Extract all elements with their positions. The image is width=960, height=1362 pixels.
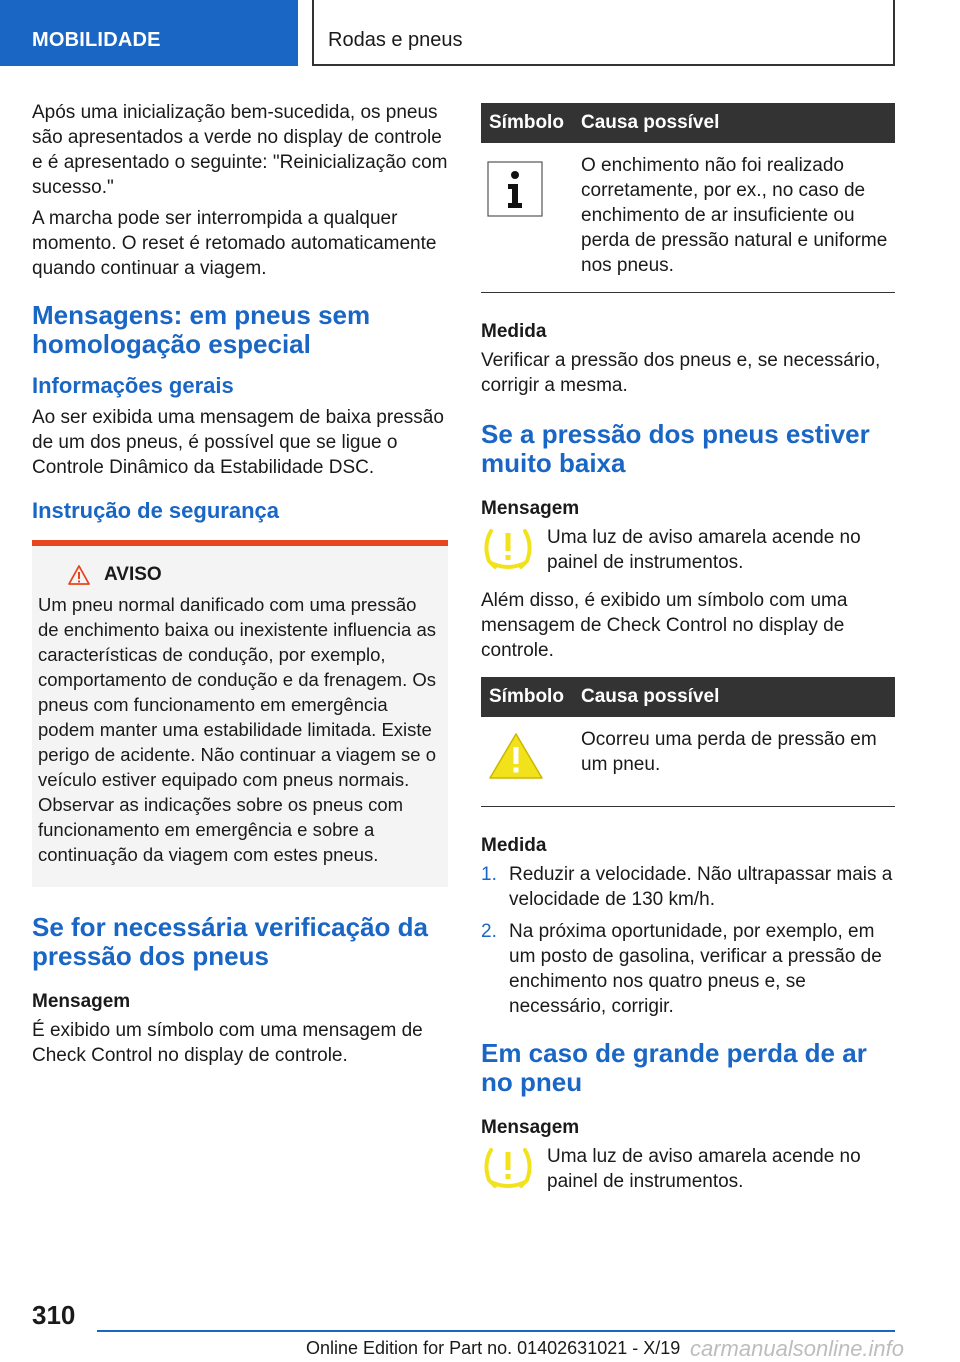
check-paragraph: É exibido um símbolo com uma mensagem de Check Control no display de controle. [32, 1020, 423, 1066]
general-paragraph: Ao ser exibida uma mensagem de baixa pressão de um dos pneus, é possível que se ligue o Controle Dinâmico da Estabilidade DSC. [32, 407, 444, 478]
table1-header-cause: Causa possível [567, 103, 895, 143]
list-item: 1. Reduzir a velocidade. Não ultrapassar mais a velocidade de 130 km/h. [481, 864, 893, 910]
table-row [481, 717, 895, 807]
intro-paragraph-2: A marcha pode ser interrompida a qualquer momento. O reset é retomado automaticamente quando continuar a viagem. [32, 208, 437, 279]
heading-check-pressure: Se for necessária verificação da pressão dos pneus [32, 912, 429, 971]
table2-cause: Ocorreu uma perda de pressão em um pneu. [567, 717, 895, 807]
heading-messages: Mensagens: em pneus sem homologação especial [32, 300, 371, 359]
heading-general-info: Informações gerais [32, 373, 234, 398]
footer-divider [97, 1330, 895, 1332]
check-message-label: Mensagem [32, 991, 131, 1012]
intro-paragraph-1: Após uma inicialização bem-sucedida, os pneus são apresentados a verde no display de controle e é apresentado o seguinte: "Reinicialização com sucesso." [32, 102, 448, 198]
measure2-label: Medida [481, 835, 547, 856]
low-message-text: Uma luz de aviso amarela acende no painel de instrumentos. [547, 527, 861, 573]
warning-triangle-icon [68, 565, 90, 585]
yellow-warning-triangle-icon [487, 731, 545, 781]
left-column [32, 100, 448, 1074]
low-message-label: Mensagem [481, 498, 580, 519]
tpms-warning-icon [481, 525, 535, 573]
table2-header-symbol: Símbolo [481, 677, 567, 717]
tpms-warning-icon [481, 1144, 535, 1192]
measure1-label: Medida [481, 321, 547, 342]
symbol-table-1 [481, 103, 895, 293]
big-message-label: Mensagem [481, 1117, 580, 1138]
edition-note: Online Edition for Part no. 01402631021 - X/19 [306, 1338, 681, 1358]
table1-cause: O enchimento não foi realizado corretamente, por ex., no caso de enchimento de ar insuficiente ou perda de pressão natural e uniforme nos pneus. [567, 143, 895, 293]
chapter-title: Rodas e pneus [312, 0, 895, 66]
big-message [481, 1144, 895, 1197]
low-message [481, 525, 895, 578]
page-header [0, 0, 960, 66]
warning-text: Um pneu normal danificado com uma pressão de enchimento baixa ou inexistente influencia as características de condução, por exemplo, comportamento de condução e da frenagem. Os pneus com funcionamento em emergência podem manter uma estabilidade limitada. Existe perigo de acidente. Não continuar a viagem se o veículo estiver equipado com pneus normais. Observar as indicações sobre os pneus com funcionamento em emergência e sobre a continuação da viagem com estes pneus. [38, 594, 437, 865]
heading-low-pressure: Se a pressão dos pneus estiver muito baixa [481, 419, 870, 478]
list-item: 2. Na próxima oportunidade, por exemplo, em um posto de gasolina, verificar a pressão de enchimento nos quatro pneus e, se necessário, corrigir. [481, 921, 882, 1017]
heading-safety: Instrução de segurança [32, 498, 279, 523]
section-tab: MOBILIDADE [0, 0, 298, 66]
measure1-text: Verificar a pressão dos pneus e, se necessário, corrigir a mesma. [481, 350, 881, 396]
low-paragraph: Além disso, é exibido um símbolo com uma mensagem de Check Control no display de controle. [481, 590, 848, 661]
page-number: 310 [32, 1300, 76, 1330]
big-message-text: Uma luz de aviso amarela acende no painel de instrumentos. [547, 1146, 861, 1192]
table2-header-cause: Causa possível [567, 677, 895, 717]
warning-box [32, 540, 448, 887]
heading-big-loss: Em caso de grande perda de ar no pneu [481, 1038, 867, 1097]
watermark: carmanualsonline.info [690, 1336, 905, 1361]
warning-title [68, 564, 440, 586]
symbol-table-2 [481, 677, 895, 807]
measure2-steps [481, 862, 895, 1019]
info-icon [487, 161, 543, 217]
warning-label: AVISO [104, 564, 162, 585]
table1-header-symbol: Símbolo [481, 103, 567, 143]
right-column [481, 103, 895, 1207]
table-row [481, 143, 895, 293]
